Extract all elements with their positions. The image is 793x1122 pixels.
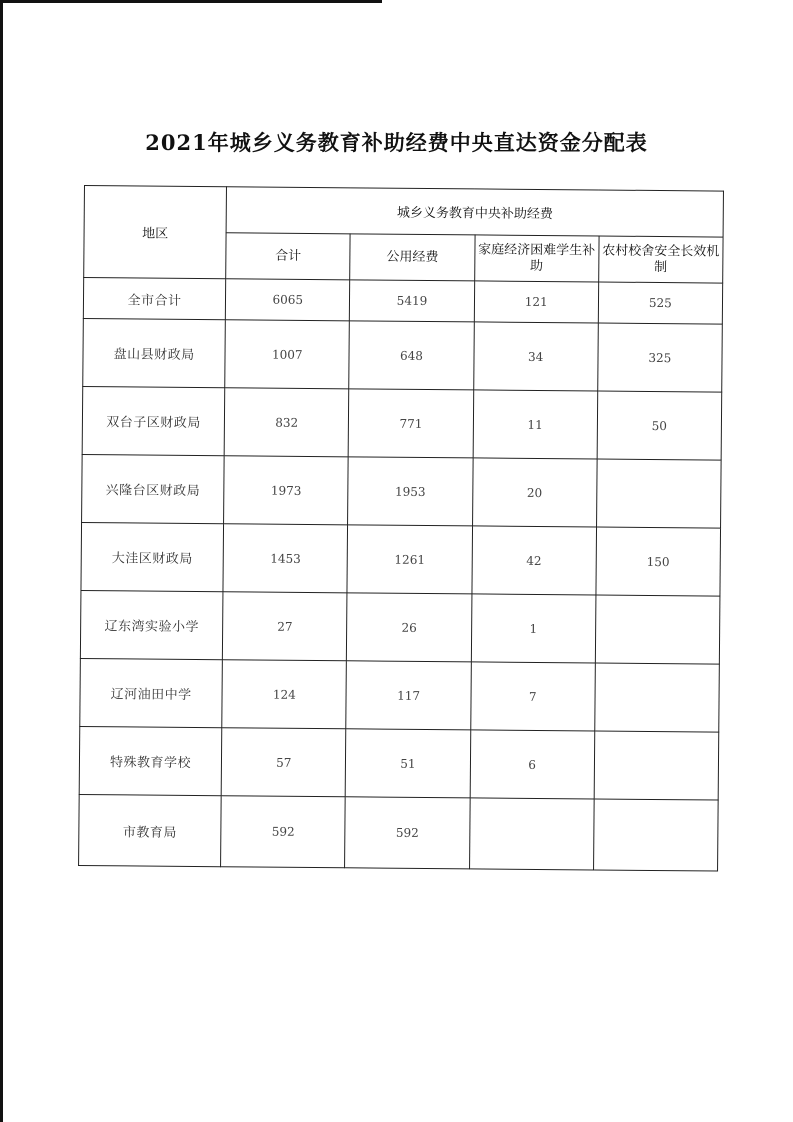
rural-cell: [593, 799, 718, 871]
family-cell: 7: [470, 662, 595, 731]
region-cell: 双台子区财政局: [82, 386, 225, 455]
table-row: [80, 658, 720, 732]
total-cell: 592: [221, 796, 346, 868]
total-cell: 832: [224, 388, 349, 457]
region-cell: 盘山县财政局: [83, 318, 226, 387]
table-row: [83, 318, 723, 392]
table-row: [81, 522, 721, 596]
rural-cell: 525: [598, 282, 723, 324]
table-row: [79, 726, 719, 800]
rural-cell: [594, 731, 719, 800]
table-row: [82, 454, 722, 528]
table-row: [83, 278, 722, 325]
column-header-rural: 农村校舍安全长效机制: [598, 236, 723, 283]
total-cell: 1973: [224, 456, 349, 525]
public-cell: 51: [346, 729, 471, 798]
allocation-table: [78, 185, 724, 872]
table-row: [82, 386, 722, 460]
column-header-family: 家庭经济困难学生补助: [474, 235, 599, 282]
public-cell: 1953: [348, 457, 473, 526]
column-header-public: 公用经费: [350, 234, 475, 281]
region-cell: 特殊教育学校: [79, 726, 222, 795]
page-title: 2021年城乡义务教育补助经费中央直达资金分配表: [145, 130, 648, 155]
public-cell: 592: [345, 797, 470, 869]
public-cell: 1261: [347, 525, 472, 594]
scan-edge-top: [0, 0, 382, 3]
table-row: [79, 794, 719, 871]
group-header: 城乡义务教育中央补助经费: [226, 187, 723, 237]
rural-cell: 150: [596, 527, 721, 596]
family-cell: 6: [470, 730, 595, 799]
family-cell: 121: [474, 281, 599, 323]
family-cell: [469, 798, 594, 870]
region-cell: 大洼区财政局: [81, 522, 224, 591]
region-cell: 辽河油田中学: [80, 658, 223, 727]
region-cell: 全市合计: [83, 278, 226, 320]
public-cell: 648: [349, 321, 474, 390]
rural-cell: [596, 459, 721, 528]
public-cell: 5419: [350, 280, 475, 322]
rural-cell: 325: [598, 323, 723, 392]
table-row: [80, 590, 720, 664]
public-cell: 771: [349, 389, 474, 458]
family-cell: 34: [473, 322, 598, 391]
family-cell: 20: [472, 458, 597, 527]
family-cell: 42: [472, 526, 597, 595]
region-header: 地区: [84, 186, 227, 279]
family-cell: 11: [473, 390, 598, 459]
total-cell: 57: [221, 728, 346, 797]
scan-edge-left: [0, 0, 3, 1122]
total-cell: 124: [222, 660, 347, 729]
total-cell: 1453: [223, 524, 348, 593]
family-cell: 1: [471, 594, 596, 663]
total-cell: 27: [223, 592, 348, 661]
column-header-total: 合计: [226, 233, 351, 280]
region-cell: 辽东湾实验小学: [80, 590, 223, 659]
region-cell: 市教育局: [79, 794, 222, 866]
region-cell: 兴隆台区财政局: [82, 454, 225, 523]
rural-cell: [595, 663, 720, 732]
rural-cell: [595, 595, 720, 664]
total-cell: 6065: [226, 279, 351, 321]
public-cell: 26: [347, 593, 472, 662]
public-cell: 117: [346, 661, 471, 730]
rural-cell: 50: [597, 391, 722, 460]
total-cell: 1007: [225, 320, 350, 389]
table-wrapper: [78, 185, 724, 872]
